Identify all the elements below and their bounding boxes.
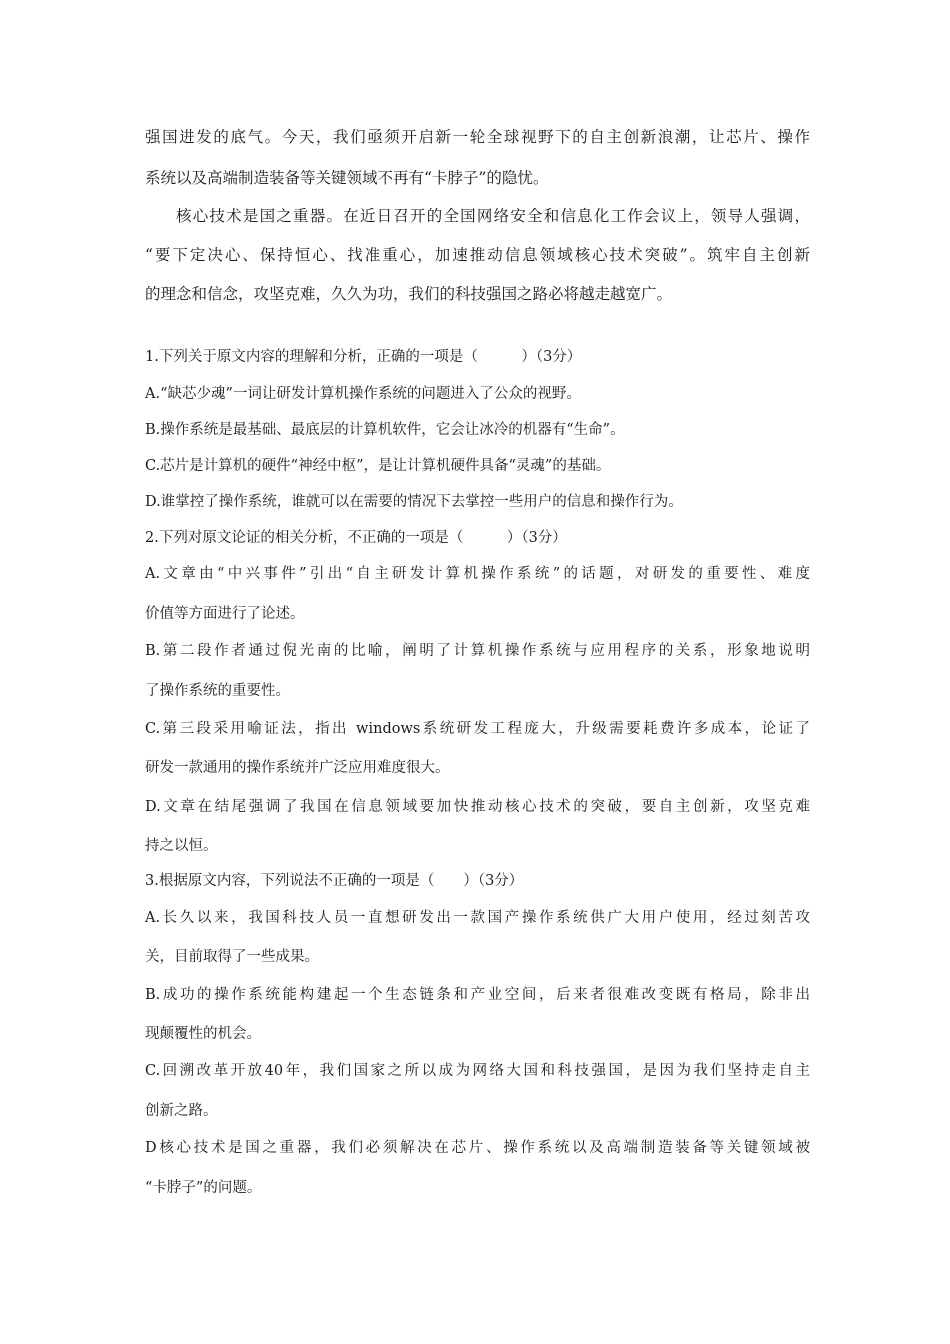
question-3-option-d-line2: “卡脖子”的问题。 [145, 1180, 262, 1196]
question-1-option-a: A.“缺芯少魂”一词让研发计算机操作系统的问题进入了公众的视野。 [145, 386, 581, 402]
question-3-option-a-line2: 关，目前取得了一些成果。 [145, 949, 319, 965]
question-2-option-d-line2: 持之以恒。 [145, 838, 218, 854]
question-2-option-c-line1: C.第三段采用喻证法，指出 windows系统研发工程庞大，升级需要耗费许多成本，论证了 [145, 721, 810, 737]
question-2-option-c-line2: 研发一款通用的操作系统并广泛应用难度很大。 [145, 760, 450, 776]
question-3-option-b-line2: 现颠覆性的机会。 [145, 1026, 261, 1042]
question-3-option-d-line1: D核心技术是国之重器，我们必须解决在芯片、操作系统以及高端制造装备等关键领域被 [145, 1140, 810, 1156]
question-3-option-c-line1: C.回溯改革开放40年，我们国家之所以成为网络大国和科技强国，是因为我们坚持走自主 [145, 1063, 810, 1079]
question-1-stem: 1.下列关于原文内容的理解和分析，正确的一项是（ ）（3分） [145, 349, 582, 365]
passage-p1-line1: 强国进发的底气。今天，我们亟须开启新一轮全球视野下的自主创新浪潮，让芯片、操作 [145, 128, 810, 146]
question-3-option-c-line2: 创新之路。 [145, 1103, 218, 1119]
question-2-option-a-line1: A.文章由“中兴事件”引出“自主研发计算机操作系统”的话题，对研发的重要性、难度 [145, 566, 810, 582]
question-3-option-a-line1: A.长久以来，我国科技人员一直想研发出一款国产操作系统供广大用户使用，经过刻苦攻 [145, 910, 810, 926]
question-1-option-d: D.谁掌控了操作系统，谁就可以在需要的情况下去掌控一些用户的信息和操作行为。 [145, 494, 683, 510]
question-2-option-b-line1: B.第二段作者通过倪光南的比喻，阐明了计算机操作系统与应用程序的关系，形象地说明 [145, 643, 810, 659]
passage-p2-line2: “要下定决心、保持恒心、找准重心，加速推动信息领域核心技术突破”。筑牢自主创新 [145, 246, 810, 264]
question-3-option-b-line1: B.成功的操作系统能构建起一个生态链条和产业空间，后来者很难改变既有格局，除非出 [145, 987, 810, 1003]
question-2-option-a-line2: 价值等方面进行了论述。 [145, 606, 305, 622]
question-2-stem: 2.下列对原文论证的相关分析，不正确的一项是（ ）（3分） [145, 530, 567, 546]
passage-p2-line3: 的理念和信念，攻坚克难，久久为功，我们的科技强国之路必将越走越宽广。 [145, 285, 673, 303]
question-1-option-c: C.芯片是计算机的硬件“神经中枢”，是让计算机硬件具备“灵魂”的基础。 [145, 458, 611, 474]
question-2-option-b-line2: 了操作系统的重要性。 [145, 683, 290, 699]
question-2-option-d-line1: D.文章在结尾强调了我国在信息领域要加快推动核心技术的突破，要自主创新，攻坚克难 [145, 799, 810, 815]
question-1-option-b: B.操作系统是最基础、最底层的计算机软件，它会让冰冷的机器有“生命”。 [145, 422, 625, 438]
question-3-stem: 3.根据原文内容，下列说法不正确的一项是（ ）（3分） [145, 873, 524, 889]
passage-p2-line1: 核心技术是国之重器。在近日召开的全国网络安全和信息化工作会议上，领导人强调， [176, 207, 810, 225]
passage-p1-line2: 系统以及高端制造装备等关键领域不再有“卡脖子”的隐忧。 [145, 169, 549, 187]
